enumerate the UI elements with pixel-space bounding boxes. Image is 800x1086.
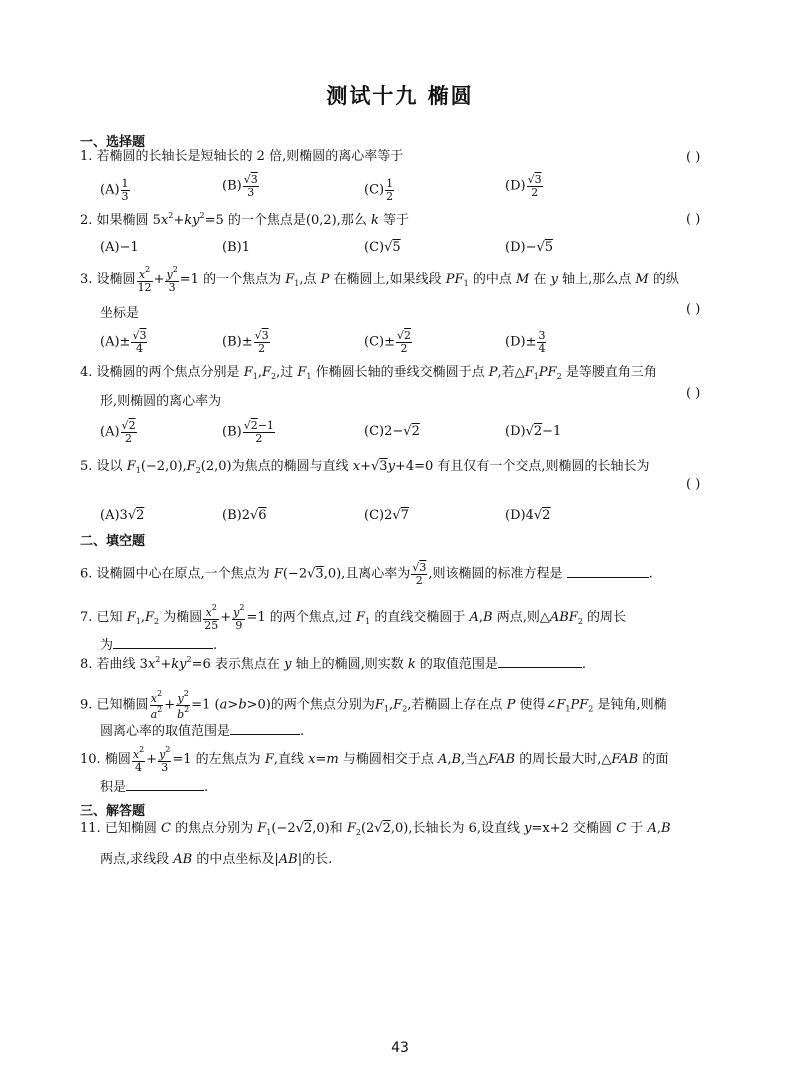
question-7-line2: 为 . bbox=[100, 638, 218, 653]
answer-bracket-5: ( ) bbox=[686, 477, 701, 492]
page-number: 43 bbox=[391, 1040, 409, 1056]
question-9-line2: 圆离心率的取值范围是 . bbox=[100, 724, 305, 739]
question-3: 3. 设椭圆 $\frac{x^2}{12}$ + $\frac{y^2}{3}$ =1 的一个焦点为 $F_1$,点 P 在椭圆上,如果线段 $PF_1$ 的中点 M 在 y 轴上,那么点 M 的纵 bbox=[80, 265, 679, 294]
option-3b: (B)± $\frac{√3}{2}$ bbox=[222, 329, 269, 355]
option-2d: (D)−√5 bbox=[505, 240, 554, 255]
question-11-line2: 两点,求线段 AB 的中点坐标及|AB|的长. bbox=[100, 852, 333, 867]
question-5: 5. 设以 $F_1(-2,0),F_2(2,0)$为焦点的椭圆与直线 x+√3y+4=0 有且仅有一个交点,则椭圆的长轴长为 bbox=[80, 459, 650, 475]
option-3a: (A)± $\frac{√3}{4}$ bbox=[100, 329, 147, 355]
question-4: 4. 设椭圆的两个焦点分别是 $F_1,F_2$,过 $F_1$ 作椭圆长轴的垂线交椭圆于点 P,若$\triangle F_1PF_2$ 是等腰直角三角 bbox=[80, 365, 657, 381]
option-4c: (C)2−√2 bbox=[364, 424, 420, 439]
option-5a: (A)3√2 bbox=[100, 508, 145, 523]
question-8: 8. 若曲线 $3x^2+ky^2=6$ 表示焦点在 y 轴上的椭圆,则实数 k 的取值范围是 . bbox=[80, 655, 587, 672]
answer-bracket-2: ( ) bbox=[686, 212, 701, 227]
question-3-line2: 坐标是 bbox=[100, 306, 140, 321]
question-9: 9. 已知椭圆 $\frac{x^2}{a^2}$ + $\frac{y^2}{b^2}$ =1 (a>b>0)的两个焦点分别为$F_1,F_2$,若椭圆上存在点 P 使得$\angle F_1PF_2$ 是钝角,则椭 bbox=[80, 689, 667, 721]
option-5d: (D)4√2 bbox=[505, 508, 551, 523]
option-1c: (C) $\frac{1}{2}$ bbox=[364, 177, 394, 203]
question-7: 7. 已知 $F_1,F_2$ 为椭圆 $\frac{x^2}{25}$ + $\frac{y^2}{9}$ =1 的两个焦点,过 $F_1$ 的直线交椭圆于 A,B 两点,则$\triangle ABF_2$ 的周长 bbox=[80, 603, 627, 632]
page-title: 测试十九 椭圆 bbox=[326, 84, 474, 108]
option-2c: (C)√5 bbox=[364, 240, 401, 255]
option-4d: (D)√2−1 bbox=[505, 424, 562, 439]
question-4-line2: 形,则椭圆的离心率为 bbox=[100, 394, 222, 409]
question-2: 2. 如果椭圆 $5x^2+ky^2=5$ 的一个焦点是(0,2),那么 k 等于 bbox=[80, 211, 410, 228]
section-fill-heading: 二、填空题 bbox=[80, 534, 146, 549]
option-2b: (B)1 bbox=[222, 240, 250, 255]
question-10: 10. 椭圆 $\frac{x^2}{4}$ + $\frac{y^2}{3}$ =1 的左焦点为 F,直线 x=m 与椭圆相交于点 A,B,当△FAB 的周长最大时,△FAB 的面 bbox=[80, 745, 669, 774]
option-3d: (D)± $\frac{3}{4}$ bbox=[505, 329, 546, 355]
option-4a: (A) $\frac{√2}{2}$ bbox=[100, 419, 136, 445]
option-5b: (B)2√6 bbox=[222, 508, 267, 523]
option-2a: (A)−1 bbox=[100, 240, 139, 255]
question-10-line2: 积是 . bbox=[100, 780, 209, 795]
option-1b: (B) $\frac{√3}{3}$ bbox=[222, 173, 258, 199]
option-4b: (B) $\frac{√2-1}{2}$ bbox=[222, 419, 274, 445]
option-1a: (A) $\frac{1}{3}$ bbox=[100, 177, 129, 203]
option-1d: (D) $\frac{√3}{2}$ bbox=[505, 173, 542, 199]
answer-bracket-4: ( ) bbox=[686, 386, 701, 401]
question-11: 11. 已知椭圆 C 的焦点分别为 $F_1(-2√2,0)$和 $F_2(2√2,0)$,长轴长为 6,设直线 y=x+2 交椭圆 C 于 A,B bbox=[80, 821, 671, 837]
section-answer-heading: 三、解答题 bbox=[80, 804, 146, 819]
question-1: 1. 若椭圆的长轴长是短轴长的 2 倍,则椭圆的离心率等于 bbox=[80, 149, 404, 164]
answer-bracket-1: ( ) bbox=[686, 150, 701, 165]
option-5c: (C)2√7 bbox=[364, 508, 409, 523]
question-6: 6. 设椭圆中心在原点,一个焦点为 F(−2√3,0),且离心率为 $\frac{√3}{2}$ ,则该椭圆的标准方程是 . bbox=[80, 561, 653, 587]
option-3c: (C)± $\frac{√2}{2}$ bbox=[364, 329, 411, 355]
answer-bracket-3: ( ) bbox=[686, 302, 701, 317]
section-choice-heading: 一、选择题 bbox=[80, 135, 146, 150]
